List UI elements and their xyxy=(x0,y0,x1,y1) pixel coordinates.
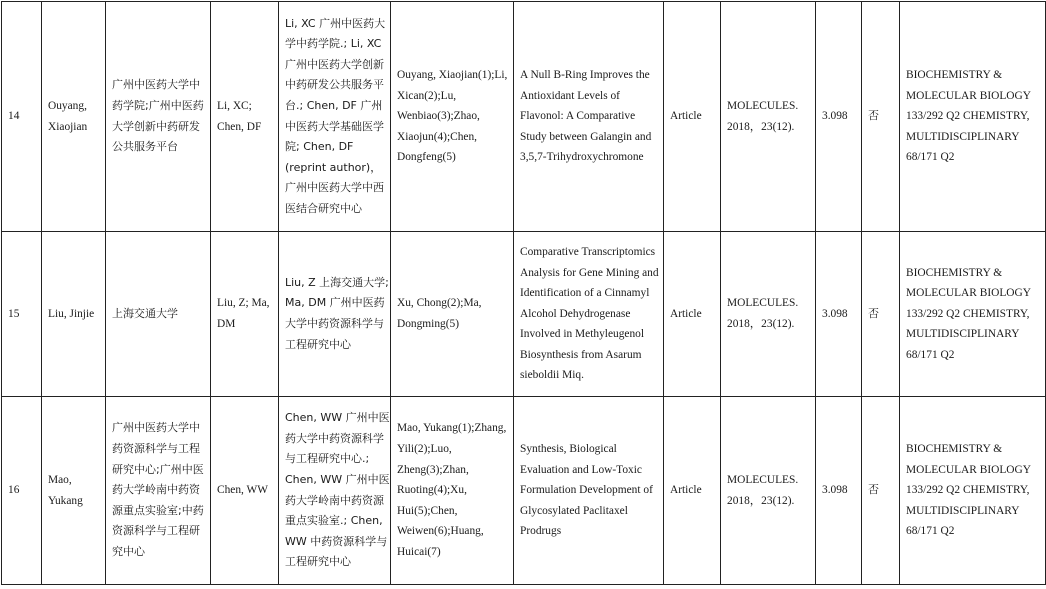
all-authors: Xu, Chong(2);Ma, Dongming(5) xyxy=(391,232,514,397)
affiliation: 广州中医药大学中药资源科学与工程研究中心;广州中医药大学岭南中药资源重点实验室;中药资源科学与工程研究中心 xyxy=(106,397,211,585)
corresponding-address: Chen, WW 广州中医药大学中药资源科学与工程研究中心.; Chen, WW 广州中医药大学岭南中药资源重点实验室.; Chen, WW 中药资源科学与工程研究中心 xyxy=(279,397,391,585)
document-type: Article xyxy=(664,2,721,232)
paper-title: A Null B-Ring Improves the Antioxidant Levels of Flavonol: A Comparative Study between Galangin and 3,5,7-Trihydroxychromone xyxy=(514,2,664,232)
source: MOLECULES. 2018，23(12). xyxy=(721,397,816,585)
affiliation: 上海交通大学 xyxy=(106,232,211,397)
first-author: Ouyang, Xiaojian xyxy=(42,2,106,232)
corresponding-address: Li, XC 广州中医药大学中药学院.; Li, XC 广州中医药大学创新中药研发公共服务平台.; Chen, DF 广州中医药大学基础医学院; Chen, DF (reprint author)，广州中医药大学中西医结合研究中心 xyxy=(279,2,391,232)
all-authors: Mao, Yukang(1);Zhang, Yili(2);Luo, Zheng(3);Zhan, Ruoting(4);Xu, Hui(5);Chen, Weiwen(6);Huang, Huicai(7) xyxy=(391,397,514,585)
subject-category: BIOCHEMISTRY & MOLECULAR BIOLOGY 133/292 Q2 CHEMISTRY, MULTIDISCIPLINARY 68/171 Q2 xyxy=(900,397,1046,585)
document-type: Article xyxy=(664,232,721,397)
source: MOLECULES. 2018，23(12). xyxy=(721,232,816,397)
flag: 否 xyxy=(862,2,900,232)
impact-factor: 3.098 xyxy=(816,232,862,397)
flag: 否 xyxy=(862,397,900,585)
affiliation: 广州中医药大学中药学院;广州中医药大学创新中药研发公共服务平台 xyxy=(106,2,211,232)
row-number: 15 xyxy=(2,232,42,397)
all-authors: Ouyang, Xiaojian(1);Li, Xican(2);Lu, Wenbiao(3);Zhao, Xiaojun(4);Chen, Dongfeng(5) xyxy=(391,2,514,232)
first-author: Mao, Yukang xyxy=(42,397,106,585)
paper-title: Comparative Transcriptomics Analysis for Gene Mining and Identification of a Cinnamyl Alcohol Dehydrogenase Involved in Methyleugenol Biosynthesis from Asarum sieboldii Miq. xyxy=(514,232,664,397)
row-number: 16 xyxy=(2,397,42,585)
corresponding-address: Liu, Z 上海交通大学; Ma, DM 广州中医药大学中药资源科学与工程研究中心 xyxy=(279,232,391,397)
table-row xyxy=(2,232,1046,397)
table-row xyxy=(2,397,1046,585)
table-row xyxy=(2,2,1046,232)
row-number: 14 xyxy=(2,2,42,232)
impact-factor: 3.098 xyxy=(816,397,862,585)
corresponding-author: Li, XC; Chen, DF xyxy=(211,2,279,232)
publication-table xyxy=(1,1,1046,585)
subject-category: BIOCHEMISTRY & MOLECULAR BIOLOGY 133/292 Q2 CHEMISTRY, MULTIDISCIPLINARY 68/171 Q2 xyxy=(900,232,1046,397)
corresponding-author: Liu, Z; Ma, DM xyxy=(211,232,279,397)
impact-factor: 3.098 xyxy=(816,2,862,232)
corresponding-author: Chen, WW xyxy=(211,397,279,585)
document-type: Article xyxy=(664,397,721,585)
source: MOLECULES. 2018，23(12). xyxy=(721,2,816,232)
flag: 否 xyxy=(862,232,900,397)
first-author: Liu, Jinjie xyxy=(42,232,106,397)
subject-category: BIOCHEMISTRY & MOLECULAR BIOLOGY 133/292 Q2 CHEMISTRY, MULTIDISCIPLINARY 68/171 Q2 xyxy=(900,2,1046,232)
paper-title: Synthesis, Biological Evaluation and Low-Toxic Formulation Development of Glycosylated Paclitaxel Prodrugs xyxy=(514,397,664,585)
